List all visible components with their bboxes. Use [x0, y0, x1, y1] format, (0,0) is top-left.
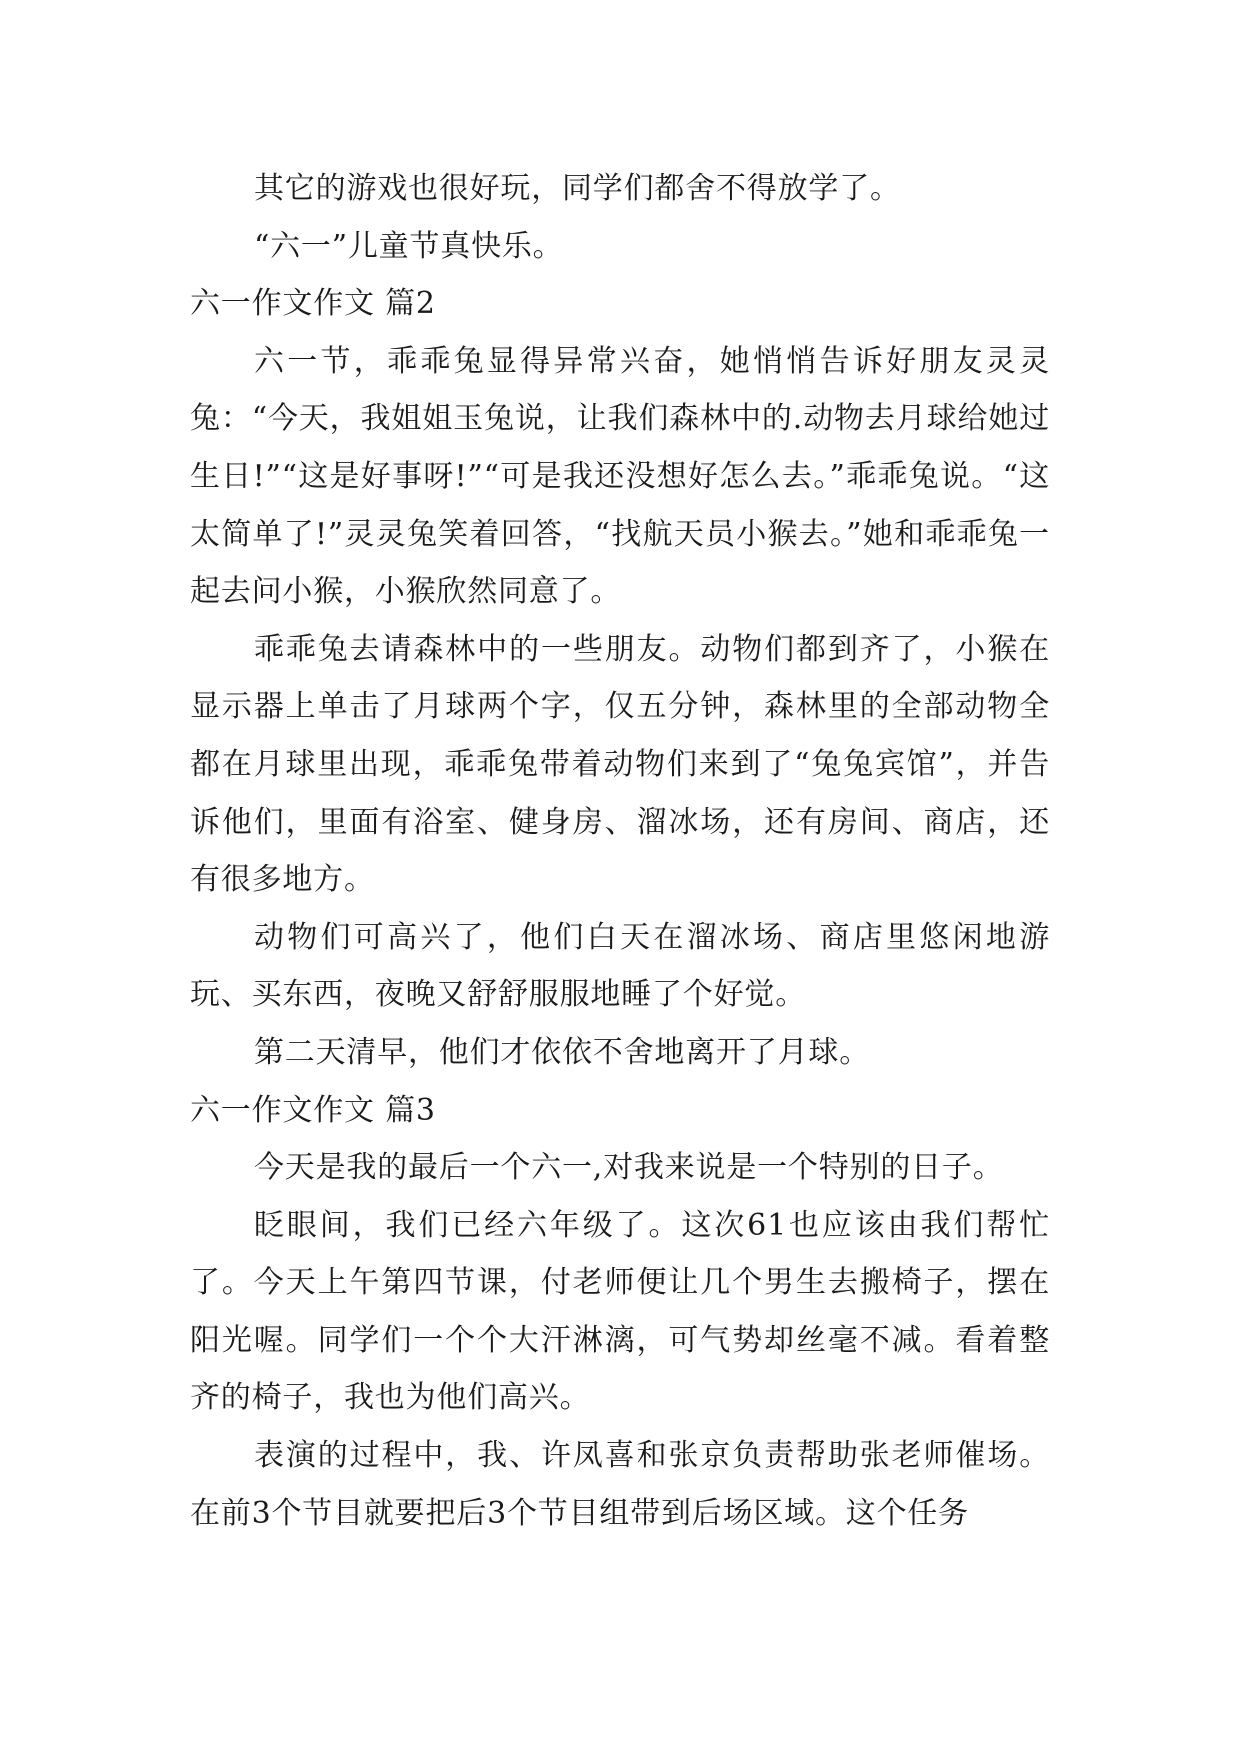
document-body [190, 160, 1050, 1542]
paragraph: “六一”儿童节真快乐。 [254, 228, 564, 264]
paragraph: 动物们可高兴了，他们白天在溜冰场、商店里悠闲地游玩、买东西，夜晚又舒舒服服地睡了个好觉。 [190, 919, 1050, 1013]
section-heading: 六一作文作文 篇3 [190, 1092, 436, 1128]
paragraph: 表演的过程中，我、许凤喜和张京负责帮助张老师催场。在前3个节目就要把后3个节目组带到后场区域。这个任务 [190, 1438, 1050, 1531]
paragraph: 第二天清早，他们才依依不舍地离开了月球。 [254, 1034, 870, 1070]
paragraph: 今天是我的最后一个六一,对我来说是一个特别的日子。 [254, 1150, 1004, 1186]
paragraph: 眨眼间，我们已经六年级了。这次61也应该由我们帮忙了。今天上午第四节课，付老师便让几个男生去搬椅子，摆在阳光喔。同学们一个个大汗淋漓，可气势却丝毫不减。看着整齐的椅子，我也为他们高兴。 [190, 1207, 1050, 1416]
section-heading: 六一作文作文 篇2 [190, 286, 436, 322]
paragraph: 其它的游戏也很好玩，同学们都舍不得放学了。 [254, 171, 901, 206]
paragraph: 乖乖兔去请森林中的一些朋友。动物们都到齐了，小猴在显示器上单击了月球两个字，仅五分钟，森林里的全部动物全都在月球里出现，乖乖兔带着动物们来到了“兔兔宾馆”，并告诉他们，里面有浴室、健身房、溜冰场，还有房间、商店，还有很多地方。 [190, 631, 1050, 898]
paragraph: 六一节，乖乖兔显得异常兴奋，她悄悄告诉好朋友灵灵兔：“今天，我姐姐玉兔说，让我们森林中的.动物去月球给她过生日!”“这是好事呀!”“可是我还没想好怎么去。”乖乖兔说。“这太简单了!”灵灵兔笑着回答，“找航天员小猴去。”她和乖乖兔一起去问小猴，小猴欣然同意了。 [190, 343, 1050, 610]
